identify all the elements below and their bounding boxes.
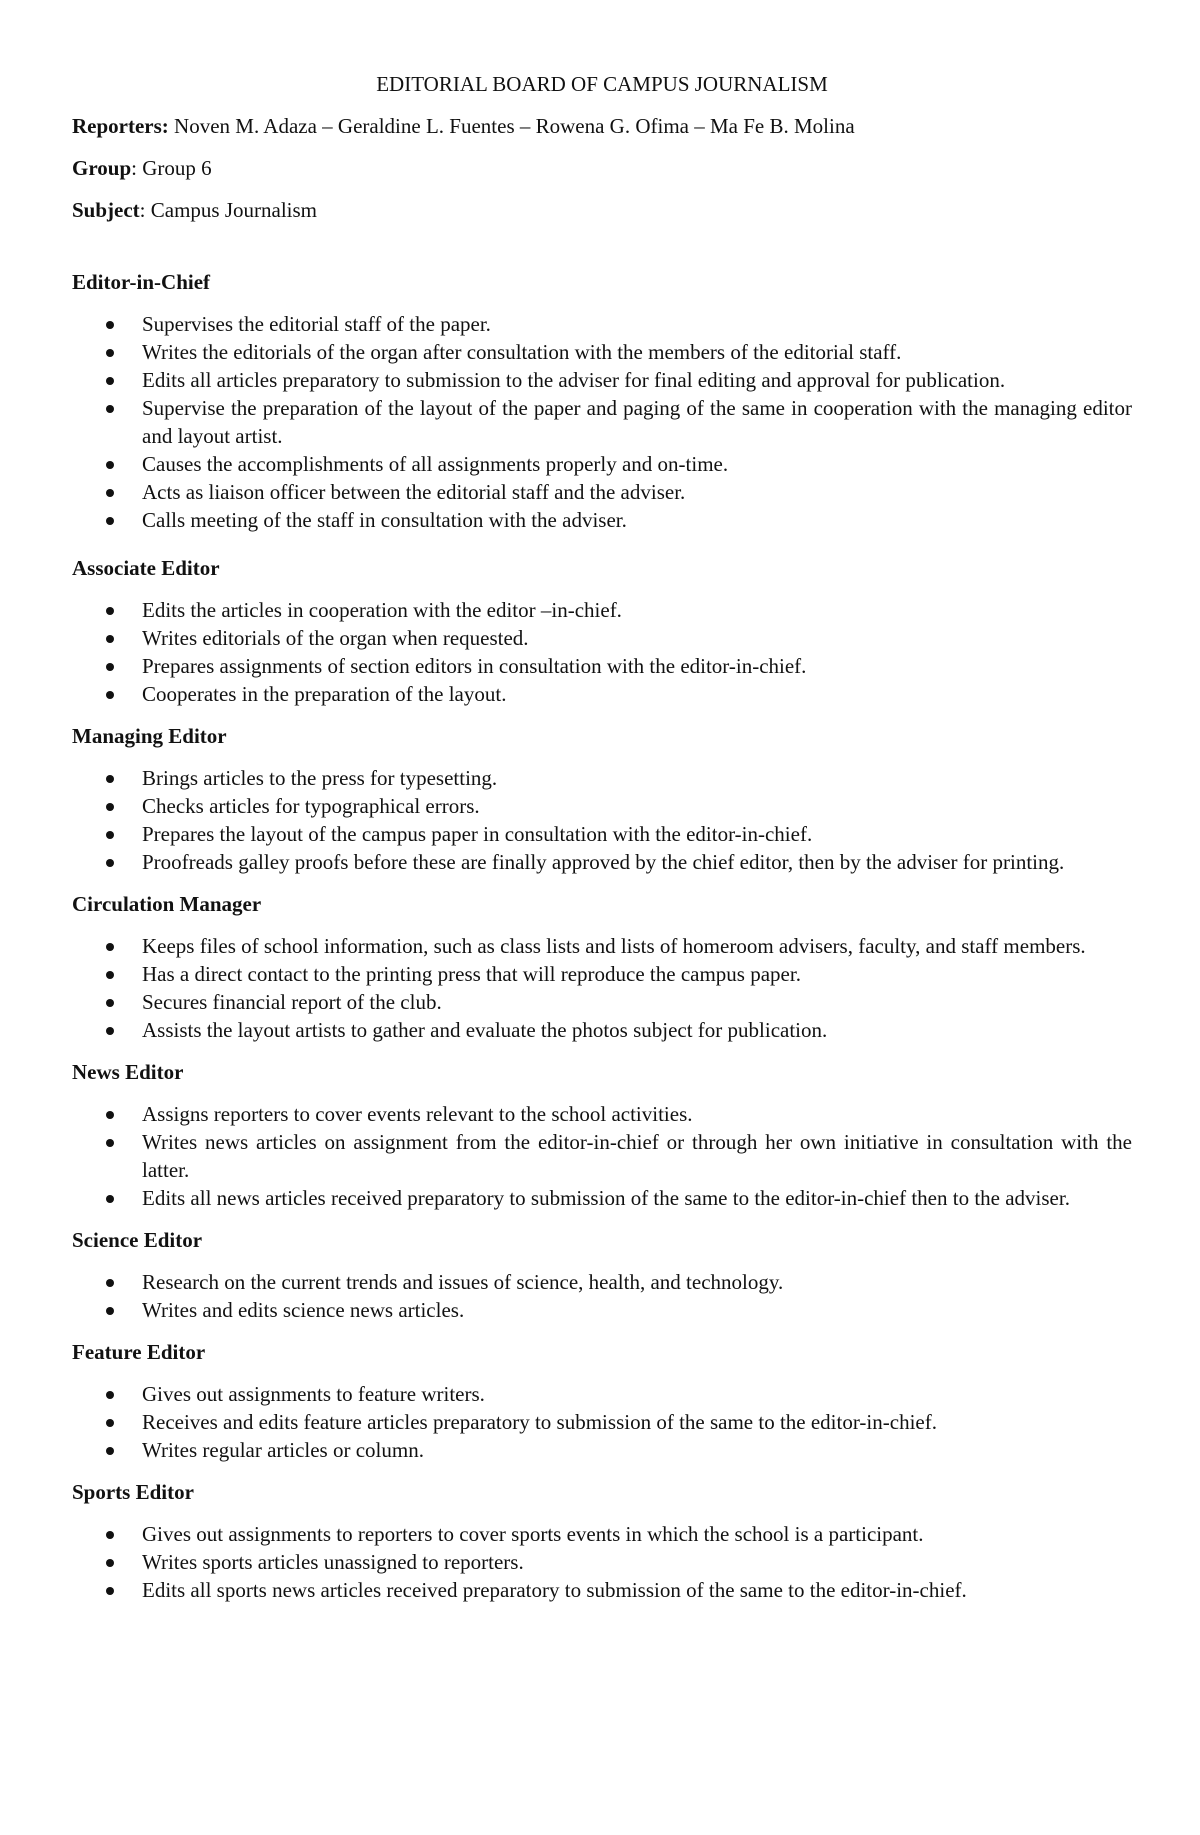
bullet-icon (106, 1531, 114, 1539)
bullet-icon (106, 1447, 114, 1455)
section-circulation-manager (72, 890, 1132, 1044)
bullet-icon (106, 607, 114, 615)
list-item-text: Writes sports articles unassigned to reporters. (142, 1550, 524, 1574)
bullet-icon (106, 1559, 114, 1567)
section-associate-editor (72, 554, 1132, 708)
list-item (72, 338, 1132, 366)
section-sports-editor (72, 1478, 1132, 1604)
bullet-icon (106, 831, 114, 839)
document-title: EDITORIAL BOARD OF CAMPUS JOURNALISM (376, 72, 828, 96)
bullet-icon (106, 1587, 114, 1595)
subject-value: : Campus Journalism (139, 198, 318, 222)
reporters-label: Reporters: (72, 114, 169, 138)
bullet-icon (106, 1307, 114, 1315)
bullet-icon (106, 663, 114, 671)
list-item (72, 624, 1132, 652)
list-item-text: Writes regular articles or column. (142, 1438, 424, 1462)
list-item (72, 652, 1132, 680)
list-item-text: Cooperates in the preparation of the layout. (142, 682, 507, 706)
list-item-text: Acts as liaison officer between the editorial staff and the adviser. (142, 480, 686, 504)
list-item-text: Supervises the editorial staff of the paper. (142, 312, 491, 336)
list-item-text: Writes news articles on assignment from the editor-in-chief or through her own initiative in consultation with the latter. (142, 1130, 1132, 1182)
bullet-icon (106, 405, 114, 413)
list-item (72, 1128, 1132, 1184)
section-managing-editor (72, 722, 1132, 876)
list-item (72, 450, 1132, 478)
list-item (72, 1296, 1132, 1324)
list-item (72, 310, 1132, 338)
bullet-icon (106, 1111, 114, 1119)
list-item (72, 820, 1132, 848)
bullet-list (72, 1380, 1132, 1464)
list-item-text: Has a direct contact to the printing press that will reproduce the campus paper. (142, 962, 801, 986)
list-item-text: Research on the current trends and issues of science, health, and technology. (142, 1270, 784, 1294)
section-heading: Associate Editor (72, 556, 220, 580)
list-item (72, 1408, 1132, 1436)
list-item (72, 394, 1132, 450)
list-item-text: Keeps files of school information, such as class lists and lists of homeroom advisers, faculty, and staff members. (142, 934, 1086, 958)
list-item (72, 932, 1132, 960)
list-item (72, 1016, 1132, 1044)
list-item-text: Secures financial report of the club. (142, 990, 442, 1014)
list-item (72, 478, 1132, 506)
bullet-icon (106, 971, 114, 979)
section-science-editor (72, 1226, 1132, 1324)
bullet-icon (106, 1195, 114, 1203)
bullet-icon (106, 517, 114, 525)
list-item-text: Supervise the preparation of the layout of the paper and paging of the same in cooperation with the managing editor and layout artist. (142, 396, 1132, 448)
list-item-text: Receives and edits feature articles preparatory to submission of the same to the editor-in-chief. (142, 1410, 937, 1434)
list-item-text: Edits all news articles received preparatory to submission of the same to the editor-in-chief then to the adviser. (142, 1186, 1070, 1210)
list-item-text: Prepares the layout of the campus paper in consultation with the editor-in-chief. (142, 822, 813, 846)
section-heading: Feature Editor (72, 1340, 206, 1364)
bullet-icon (106, 943, 114, 951)
section-news-editor (72, 1058, 1132, 1212)
subject-label: Subject (72, 198, 140, 222)
list-item (72, 1184, 1132, 1212)
list-item (72, 366, 1132, 394)
bullet-list (72, 764, 1132, 876)
list-item-text: Assigns reporters to cover events relevant to the school activities. (142, 1102, 693, 1126)
list-item (72, 1548, 1132, 1576)
list-item (72, 1576, 1132, 1604)
list-item-text: Writes editorials of the organ when requested. (142, 626, 529, 650)
bullet-list (72, 932, 1132, 1044)
bullet-icon (106, 1279, 114, 1287)
reporters-line (72, 112, 1132, 140)
bullet-icon (106, 999, 114, 1007)
bullet-icon (106, 1139, 114, 1147)
list-item (72, 1436, 1132, 1464)
bullet-icon (106, 1419, 114, 1427)
list-item (72, 1100, 1132, 1128)
bullet-icon (106, 377, 114, 385)
bullet-icon (106, 1027, 114, 1035)
section-heading: Editor-in-Chief (72, 270, 211, 294)
list-item-text: Edits all articles preparatory to submission to the adviser for final editing and approval for publication. (142, 368, 1006, 392)
bullet-icon (106, 635, 114, 643)
bullet-icon (106, 775, 114, 783)
list-item (72, 596, 1132, 624)
list-item-text: Assists the layout artists to gather and evaluate the photos subject for publication. (142, 1018, 828, 1042)
list-item-text: Causes the accomplishments of all assignments properly and on-time. (142, 452, 729, 476)
list-item-text: Edits all sports news articles received preparatory to submission of the same to the editor-in-chief. (142, 1578, 967, 1602)
list-item (72, 680, 1132, 708)
list-item (72, 1380, 1132, 1408)
list-item (72, 848, 1132, 876)
group-label: Group (72, 156, 132, 180)
list-item-text: Brings articles to the press for typesetting. (142, 766, 498, 790)
list-item (72, 960, 1132, 988)
list-item-text: Edits the articles in cooperation with the editor –in-chief. (142, 598, 622, 622)
bullet-list (72, 1268, 1132, 1324)
bullet-list (72, 310, 1132, 534)
list-item-text: Calls meeting of the staff in consultation with the adviser. (142, 508, 627, 532)
bullet-icon (106, 321, 114, 329)
bullet-icon (106, 349, 114, 357)
section-editor-in-chief (72, 268, 1132, 534)
spacer (72, 238, 1132, 268)
bullet-icon (106, 1391, 114, 1399)
section-heading: Circulation Manager (72, 892, 262, 916)
section-heading: Managing Editor (72, 724, 227, 748)
list-item-text: Gives out assignments to feature writers. (142, 1382, 485, 1406)
list-item-text: Writes and edits science news articles. (142, 1298, 465, 1322)
group-line (72, 154, 1132, 182)
list-item (72, 506, 1132, 534)
list-item (72, 1520, 1132, 1548)
list-item-text: Prepares assignments of section editors in consultation with the editor-in-chief. (142, 654, 807, 678)
list-item (72, 764, 1132, 792)
list-item-text: Writes the editorials of the organ after consultation with the members of the editorial staff. (142, 340, 902, 364)
bullet-list (72, 1100, 1132, 1212)
bullet-list (72, 1520, 1132, 1604)
bullet-icon (106, 461, 114, 469)
bullet-list (72, 596, 1132, 708)
section-feature-editor (72, 1338, 1132, 1464)
list-item-text: Proofreads galley proofs before these are finally approved by the chief editor, then by the adviser for printing. (142, 850, 1065, 874)
section-heading: News Editor (72, 1060, 184, 1084)
bullet-icon (106, 803, 114, 811)
bullet-icon (106, 691, 114, 699)
section-heading: Sports Editor (72, 1480, 194, 1504)
reporters-value: Noven M. Adaza – Geraldine L. Fuentes – Rowena G. Ofima – Ma Fe B. Molina (168, 114, 855, 138)
list-item-text: Gives out assignments to reporters to cover sports events in which the school is a participant. (142, 1522, 924, 1546)
list-item-text: Checks articles for typographical errors. (142, 794, 480, 818)
subject-line (72, 196, 1132, 224)
list-item (72, 988, 1132, 1016)
group-value: : Group 6 (131, 156, 212, 180)
list-item (72, 1268, 1132, 1296)
bullet-icon (106, 489, 114, 497)
bullet-icon (106, 859, 114, 867)
section-heading: Science Editor (72, 1228, 203, 1252)
list-item (72, 792, 1132, 820)
document-page (72, 70, 1132, 1618)
